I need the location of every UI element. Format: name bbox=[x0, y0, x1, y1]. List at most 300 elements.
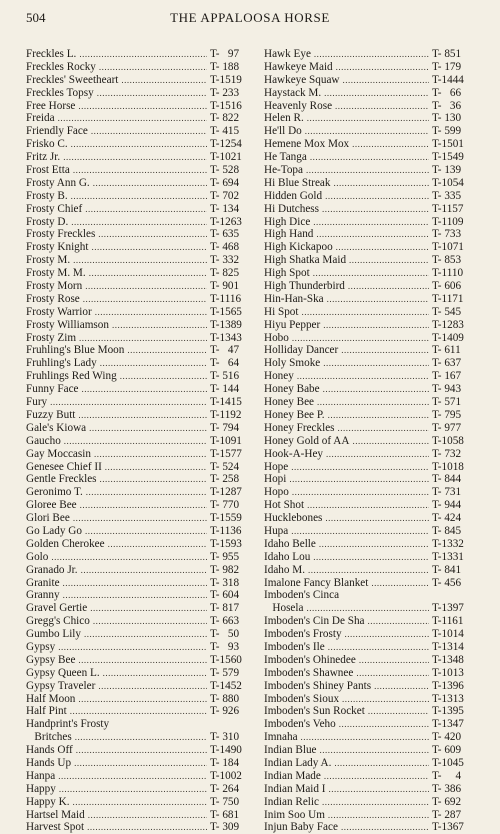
registry-entry bbox=[26, 344, 254, 357]
registry-entry bbox=[26, 731, 254, 744]
registry-entry bbox=[264, 151, 478, 164]
horse-name: Imboden's Shawnee bbox=[264, 666, 354, 679]
horse-name: Imboden's Sun Rocket bbox=[264, 705, 365, 718]
registry-entry bbox=[26, 757, 254, 770]
horse-name: Hi Dutchess bbox=[264, 202, 319, 215]
leader-dots bbox=[306, 602, 429, 615]
leader-dots bbox=[374, 680, 429, 693]
registry-entry bbox=[264, 705, 478, 718]
horse-name: Indian Lady A. bbox=[264, 756, 332, 769]
registry-entry bbox=[264, 435, 478, 448]
registration-number: T-1348 bbox=[432, 653, 464, 666]
leader-dots bbox=[112, 718, 207, 731]
horse-name: Hawkeye Squaw bbox=[264, 73, 340, 86]
registry-entry bbox=[264, 228, 478, 241]
horse-name: Idaho Lou bbox=[264, 550, 311, 563]
leader-dots bbox=[79, 48, 207, 61]
registry-entry bbox=[26, 319, 254, 332]
leader-dots bbox=[100, 473, 207, 486]
leader-dots bbox=[98, 680, 207, 693]
leader-dots bbox=[316, 228, 429, 241]
registry-entry bbox=[264, 190, 478, 203]
registration-number: T- 733 bbox=[432, 228, 462, 241]
registry-entry bbox=[264, 525, 478, 538]
registry-entry bbox=[26, 138, 254, 151]
horse-name: Hawkeye Maid bbox=[264, 60, 333, 73]
registration-number: T-1415 bbox=[210, 396, 242, 409]
registration-number: T- 50 bbox=[210, 628, 240, 641]
registration-number: T- 732 bbox=[432, 447, 462, 460]
registry-entry bbox=[264, 241, 478, 254]
horse-name: Frosty Morn bbox=[26, 280, 83, 293]
registry-entry bbox=[26, 151, 254, 164]
leader-dots bbox=[324, 770, 429, 783]
horse-name: Freida bbox=[26, 112, 55, 125]
leader-dots bbox=[359, 654, 429, 667]
leader-dots bbox=[86, 486, 207, 499]
registration-number: T- 637 bbox=[432, 357, 462, 370]
registration-number: T- 692 bbox=[432, 795, 462, 808]
registration-number: T-1314 bbox=[432, 640, 464, 653]
registration-number: T-1014 bbox=[432, 628, 464, 641]
registration-number: T- 901 bbox=[210, 280, 240, 293]
leader-dots bbox=[78, 409, 207, 422]
registry-entry bbox=[264, 512, 478, 525]
horse-name: Fruhling's Blue Moon bbox=[26, 344, 125, 357]
registry-entry bbox=[26, 370, 254, 383]
leader-dots bbox=[105, 461, 207, 474]
registration-number: T- 4 bbox=[432, 769, 462, 782]
horse-name: Honey bbox=[264, 370, 294, 383]
registration-number: T- 184 bbox=[210, 756, 240, 769]
registration-number: T- 926 bbox=[210, 705, 240, 718]
leader-dots bbox=[74, 757, 207, 770]
leader-dots bbox=[85, 203, 207, 216]
horse-name: Frosty Freckles bbox=[26, 228, 96, 241]
registration-number: T- 233 bbox=[210, 86, 240, 99]
horse-name: Fritz Jr. bbox=[26, 151, 61, 164]
registry-entry bbox=[26, 422, 254, 435]
leader-dots bbox=[334, 757, 429, 770]
registry-entry bbox=[264, 667, 478, 680]
leader-dots bbox=[307, 499, 429, 512]
leader-dots bbox=[103, 667, 207, 680]
leader-dots bbox=[78, 693, 207, 706]
registry-entry bbox=[26, 280, 254, 293]
registry-entry bbox=[264, 718, 478, 731]
registration-number: T- 635 bbox=[210, 228, 240, 241]
registry-entry bbox=[26, 435, 254, 448]
horse-name: Hi Spot bbox=[264, 305, 299, 318]
registration-number: T-1444 bbox=[432, 73, 464, 86]
horse-name: Gale's Kiowa bbox=[26, 421, 87, 434]
leader-dots bbox=[71, 216, 207, 229]
registration-number: T- 599 bbox=[432, 125, 462, 138]
registry-entry bbox=[26, 293, 254, 306]
horse-name: Hosela bbox=[264, 602, 304, 615]
registration-number: T- 702 bbox=[210, 189, 240, 202]
leader-dots bbox=[71, 190, 207, 203]
registry-entry bbox=[26, 112, 254, 125]
registry-entry bbox=[26, 667, 254, 680]
registration-number: T-1283 bbox=[432, 318, 464, 331]
leader-dots bbox=[97, 87, 207, 100]
leader-dots bbox=[84, 628, 207, 641]
registry-entry bbox=[26, 48, 254, 61]
registration-number: T- 167 bbox=[432, 370, 462, 383]
leader-dots bbox=[81, 564, 207, 577]
registration-number: T- 264 bbox=[210, 782, 240, 795]
horse-name: Fruhlings Red Wing bbox=[26, 370, 117, 383]
registry-entry bbox=[264, 783, 478, 796]
leader-dots bbox=[85, 525, 207, 538]
horse-name: High Kickapoo bbox=[264, 241, 333, 254]
horse-name: Gypsy Queen L. bbox=[26, 666, 100, 679]
leader-dots bbox=[325, 512, 429, 525]
horse-name: Fuzzy Butt bbox=[26, 408, 76, 421]
registration-number: T- 955 bbox=[210, 550, 240, 563]
registration-number: T- 851 bbox=[432, 48, 462, 60]
horse-name: Frosty Ann G. bbox=[26, 176, 90, 189]
horse-name: Imboden's Veho bbox=[264, 718, 336, 731]
registration-number: T-1397 bbox=[432, 602, 464, 615]
registration-number: T- 571 bbox=[432, 396, 462, 409]
leader-dots bbox=[297, 370, 429, 383]
leader-dots bbox=[80, 499, 207, 512]
horse-name: Honey Babe bbox=[264, 383, 320, 396]
registration-number: T-1171 bbox=[432, 292, 464, 305]
registration-number: T-1013 bbox=[432, 666, 464, 679]
leader-dots bbox=[356, 667, 429, 680]
leader-dots bbox=[73, 164, 207, 177]
registration-number: T-1058 bbox=[432, 434, 464, 447]
registration-number: T- 731 bbox=[432, 486, 462, 499]
registration-number: T- 456 bbox=[432, 576, 462, 589]
leader-dots bbox=[336, 61, 429, 74]
registration-number: T- 93 bbox=[210, 640, 240, 653]
registry-entry bbox=[264, 100, 478, 113]
leader-dots bbox=[79, 332, 207, 345]
horse-name: Hucklebones bbox=[264, 512, 323, 525]
registration-number: T- 694 bbox=[210, 176, 240, 189]
registration-number: T- 822 bbox=[210, 112, 240, 125]
horse-name: Frosty Rose bbox=[26, 292, 80, 305]
leader-dots bbox=[291, 461, 429, 474]
registry-entry bbox=[26, 228, 254, 241]
horse-name: Helen R. bbox=[264, 112, 304, 125]
leader-dots bbox=[95, 306, 207, 319]
horse-name: Gypsy bbox=[26, 640, 56, 653]
horse-name: Gravel Gertie bbox=[26, 602, 88, 615]
registration-number: T-1331 bbox=[432, 550, 464, 563]
registration-number: T-1332 bbox=[432, 537, 464, 550]
registry-entry bbox=[264, 577, 478, 590]
horse-name: High Spot bbox=[264, 267, 310, 280]
registration-number: T- 663 bbox=[210, 615, 240, 628]
registration-number: T- 66 bbox=[432, 86, 462, 99]
registry-entry bbox=[264, 396, 478, 409]
registry-entry bbox=[264, 177, 478, 190]
horse-name: Imboden's Frosty bbox=[264, 628, 342, 641]
registry-entry bbox=[26, 267, 254, 280]
leader-dots bbox=[319, 538, 429, 551]
horse-name: High Dice bbox=[264, 215, 311, 228]
registry-entry bbox=[264, 796, 478, 809]
horse-name: Frost Etta bbox=[26, 164, 70, 177]
leader-dots bbox=[325, 190, 429, 203]
registration-number: T- 611 bbox=[432, 344, 461, 357]
horse-name: Happy bbox=[26, 782, 56, 795]
registration-number: T-1054 bbox=[432, 176, 464, 189]
registration-number: T- 825 bbox=[210, 267, 240, 280]
leader-dots bbox=[302, 306, 429, 319]
leader-dots bbox=[322, 796, 429, 809]
registration-number: T- 516 bbox=[210, 370, 240, 383]
horse-name: Heavenly Rose bbox=[264, 99, 333, 112]
registry-entry bbox=[264, 280, 478, 293]
horse-name: Hopo bbox=[264, 486, 289, 499]
registration-number: T- 309 bbox=[210, 821, 240, 834]
leader-dots bbox=[314, 48, 429, 61]
horse-name: Imboden's Ile bbox=[264, 640, 325, 653]
leader-dots bbox=[301, 731, 429, 744]
horse-name: Hiyu Pepper bbox=[264, 318, 321, 331]
leader-dots bbox=[368, 705, 429, 718]
leader-dots bbox=[58, 770, 207, 783]
horse-name: Freckles Topsy bbox=[26, 86, 94, 99]
leader-dots bbox=[352, 435, 429, 448]
registry-entry bbox=[26, 654, 254, 667]
leader-dots bbox=[51, 551, 207, 564]
horse-name: Funny Face bbox=[26, 383, 79, 396]
registry-entry bbox=[264, 112, 478, 125]
running-title: THE APPALOOSA HORSE bbox=[170, 10, 330, 25]
horse-name: High Shatka Maid bbox=[264, 254, 347, 267]
horse-name: Imnaha bbox=[264, 731, 298, 744]
horse-name: Granny bbox=[26, 589, 60, 602]
registry-entry bbox=[26, 409, 254, 422]
leader-dots bbox=[70, 705, 207, 718]
horse-name: Frosty Williamson bbox=[26, 318, 109, 331]
registry-entry bbox=[26, 577, 254, 590]
registration-number: T- 258 bbox=[210, 473, 240, 486]
horse-name: Imboden's Shiney Pants bbox=[264, 679, 372, 692]
registration-number: T-1018 bbox=[432, 460, 464, 473]
leader-dots bbox=[323, 383, 429, 396]
horse-name: Gloree Bee bbox=[26, 499, 77, 512]
leader-dots bbox=[64, 435, 207, 448]
leader-dots bbox=[322, 203, 429, 216]
registry-entry bbox=[26, 693, 254, 706]
registry-entry bbox=[264, 409, 478, 422]
registry-entry bbox=[26, 100, 254, 113]
horse-name: Gumbo Lily bbox=[26, 628, 82, 641]
registry-entry bbox=[26, 332, 254, 345]
leader-dots bbox=[75, 731, 207, 744]
leader-dots bbox=[85, 280, 207, 293]
leader-dots bbox=[82, 383, 207, 396]
registration-number: T-1593 bbox=[210, 537, 242, 550]
horse-name: Indian Maid I bbox=[264, 782, 326, 795]
leader-dots bbox=[310, 151, 429, 164]
registration-number: T- 795 bbox=[432, 408, 462, 421]
registration-number: T-1501 bbox=[432, 138, 464, 151]
horse-name: Free Horse bbox=[26, 99, 76, 112]
registry-entry bbox=[264, 48, 478, 61]
registry-entry bbox=[26, 241, 254, 254]
leader-dots bbox=[127, 344, 207, 357]
registration-number: T- 579 bbox=[210, 666, 240, 679]
registry-entry bbox=[264, 473, 478, 486]
registry-entry bbox=[264, 602, 478, 615]
registry-entry bbox=[264, 138, 478, 151]
leader-dots bbox=[328, 409, 429, 422]
leader-dots bbox=[76, 744, 207, 757]
registry-entry bbox=[26, 525, 254, 538]
registration-number: T- 528 bbox=[210, 164, 240, 177]
registration-number: T- 524 bbox=[210, 460, 240, 473]
right-column bbox=[264, 48, 478, 834]
registry-entry bbox=[26, 809, 254, 822]
leader-dots bbox=[289, 473, 429, 486]
horse-name: Hook-A-Hey bbox=[264, 447, 324, 460]
horse-name: Gypsy Bee bbox=[26, 653, 76, 666]
leader-dots bbox=[78, 654, 207, 667]
horse-name: Hands Off bbox=[26, 744, 73, 757]
leader-dots bbox=[91, 241, 207, 254]
horse-name: Honey Freckles bbox=[264, 421, 335, 434]
leader-dots bbox=[313, 551, 429, 564]
horse-name: Frosty Zim bbox=[26, 331, 77, 344]
leader-dots bbox=[292, 332, 429, 345]
registration-number: T- 977 bbox=[432, 421, 462, 434]
registration-number: T- 420 bbox=[432, 731, 462, 744]
horse-name: Imboden's Cin De Sha bbox=[264, 615, 365, 628]
registration-number: T- 415 bbox=[210, 125, 240, 138]
registration-number: T-1045 bbox=[432, 756, 464, 769]
horse-name: Frosty Warrior bbox=[26, 305, 92, 318]
registration-number: T-1091 bbox=[210, 434, 242, 447]
horse-name: Hemene Mox Mox bbox=[264, 138, 350, 151]
leader-dots bbox=[313, 216, 429, 229]
page-header bbox=[26, 10, 474, 30]
registry-entry bbox=[26, 461, 254, 474]
registration-number: T- 844 bbox=[432, 473, 462, 486]
leader-dots bbox=[305, 125, 429, 138]
registration-number: T- 943 bbox=[432, 383, 462, 396]
registry-entry bbox=[26, 306, 254, 319]
leader-dots bbox=[99, 61, 207, 74]
registration-number: T- 880 bbox=[210, 692, 240, 705]
horse-name: He'll Do bbox=[264, 125, 302, 138]
horse-name: Gentle Freckles bbox=[26, 473, 97, 486]
registry-entry bbox=[26, 796, 254, 809]
leader-dots bbox=[336, 241, 429, 254]
leader-dots bbox=[327, 293, 429, 306]
registration-number: T-1490 bbox=[210, 744, 242, 757]
registry-entry bbox=[26, 641, 254, 654]
leader-dots bbox=[112, 319, 207, 332]
registry-entry bbox=[26, 821, 254, 834]
registry-entry bbox=[264, 538, 478, 551]
horse-name: Imalone Fancy Blanket bbox=[264, 576, 369, 589]
leader-dots bbox=[343, 74, 430, 87]
horse-name: He-Topa bbox=[264, 164, 303, 177]
horse-name: Imboden's Sioux bbox=[264, 692, 340, 705]
leader-dots bbox=[345, 628, 429, 641]
registration-number: T-1389 bbox=[210, 318, 242, 331]
registry-entry bbox=[264, 422, 478, 435]
registration-number: T- 144 bbox=[210, 383, 240, 396]
horse-name: Indian Blue bbox=[264, 744, 317, 757]
leader-dots bbox=[341, 344, 429, 357]
registration-number: T-1516 bbox=[210, 99, 242, 112]
leader-dots bbox=[63, 589, 207, 602]
leader-dots bbox=[73, 512, 207, 525]
registration-number: T- 545 bbox=[432, 305, 462, 318]
leader-dots bbox=[334, 177, 430, 190]
horse-name: Imboden's Cinca bbox=[264, 589, 340, 602]
horse-name: Honey Bee P. bbox=[264, 408, 325, 421]
registration-number: T-1577 bbox=[210, 447, 242, 460]
horse-name: Hope bbox=[264, 460, 289, 473]
leader-dots bbox=[323, 319, 429, 332]
registration-number: T- 770 bbox=[210, 499, 240, 512]
leader-dots bbox=[87, 821, 207, 834]
registration-number: T-1071 bbox=[432, 241, 464, 254]
registry-entry bbox=[264, 370, 478, 383]
leader-dots bbox=[73, 254, 207, 267]
horse-name: Golden Cherokee bbox=[26, 537, 105, 550]
registry-entry bbox=[26, 602, 254, 615]
registration-number: T- 179 bbox=[432, 60, 462, 73]
registry-entry bbox=[264, 216, 478, 229]
registry-entry bbox=[264, 809, 478, 822]
registration-number: T- 36 bbox=[432, 99, 462, 112]
registry-entry bbox=[26, 744, 254, 757]
registry-entry bbox=[264, 306, 478, 319]
registration-number: T- 386 bbox=[432, 782, 462, 795]
registry-entry bbox=[264, 744, 478, 757]
registry-entry bbox=[26, 74, 254, 87]
horse-name: High Thunderbird bbox=[264, 280, 345, 293]
leader-dots bbox=[328, 809, 429, 822]
registry-entry bbox=[26, 628, 254, 641]
registration-number: T- 332 bbox=[210, 254, 240, 267]
registration-number: T- 794 bbox=[210, 421, 240, 434]
horse-name: Frosty B. bbox=[26, 189, 68, 202]
horse-name: He Tanga bbox=[264, 151, 307, 164]
registry-entry bbox=[26, 512, 254, 525]
registration-number: T- 681 bbox=[210, 808, 240, 821]
registry-entry bbox=[264, 693, 478, 706]
registration-number: T-1287 bbox=[210, 486, 242, 499]
registration-number: T- 134 bbox=[210, 202, 240, 215]
leader-dots bbox=[50, 396, 207, 409]
registry-entry bbox=[264, 293, 478, 306]
registration-number: T-1136 bbox=[210, 524, 242, 537]
registry-entry bbox=[26, 448, 254, 461]
registration-number: T- 853 bbox=[432, 254, 462, 267]
registration-number: T- 750 bbox=[210, 795, 240, 808]
registration-number: T-1559 bbox=[210, 512, 242, 525]
leader-dots bbox=[108, 538, 207, 551]
registration-number: T-1452 bbox=[210, 679, 242, 692]
registration-number: T-1343 bbox=[210, 331, 242, 344]
registry-entry bbox=[264, 254, 478, 267]
registration-number: T- 139 bbox=[432, 164, 462, 177]
horse-name: Frosty M. M. bbox=[26, 267, 86, 280]
